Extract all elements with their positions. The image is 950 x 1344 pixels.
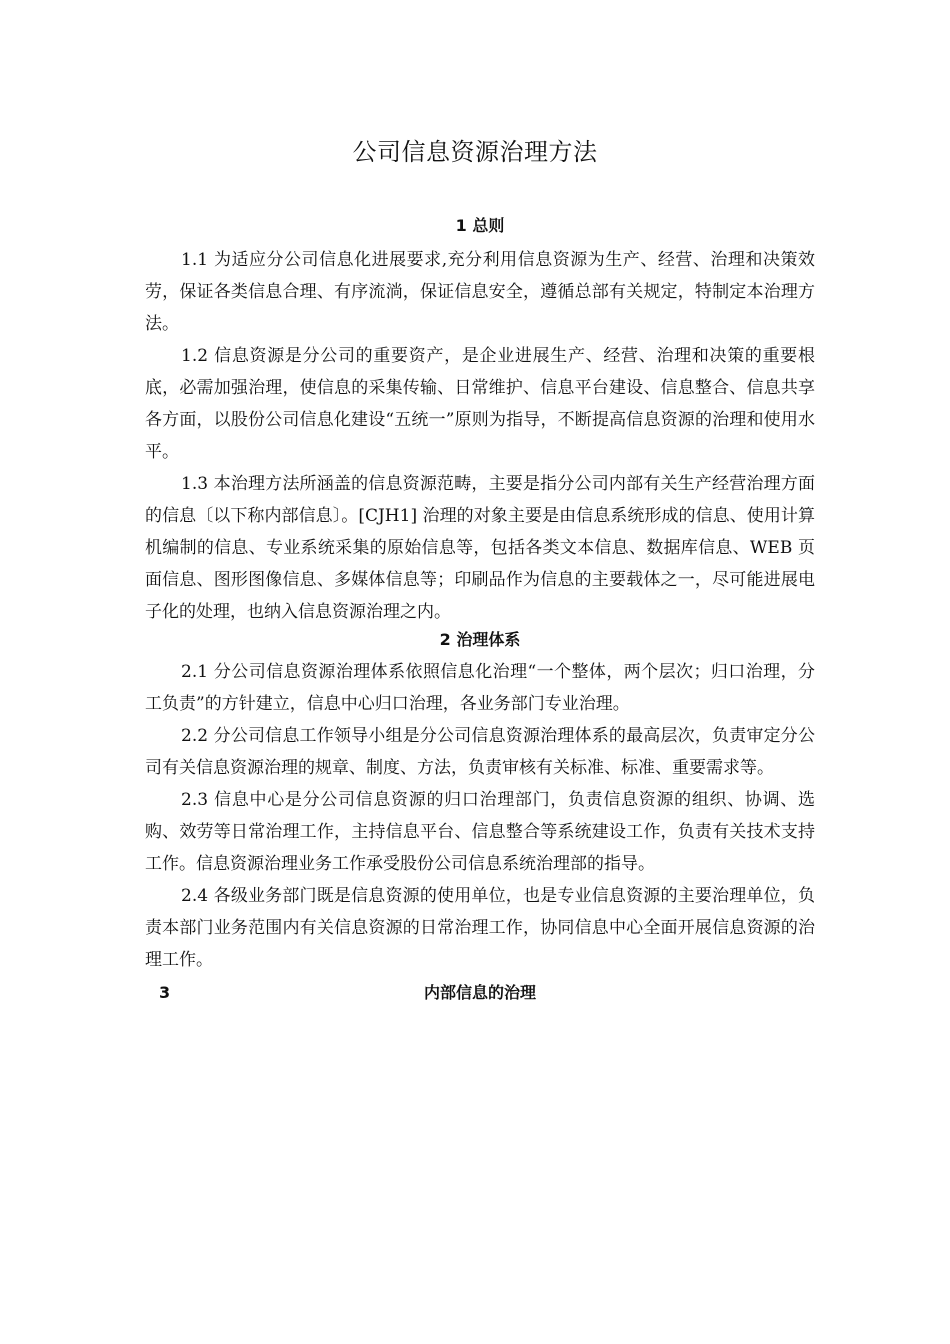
paragraph-1-1: 1.1 为适应分公司信息化进展要求,充分利用信息资源为生产、经营、治理和决策效劳，保证各类信息合理、有序流淌，保证信息安全，遵循总部有关规定，特制定本治理方法。 [145,250,815,334]
section-heading-1: 1 总则 [455,216,505,235]
paragraph-2-3: 2.3 信息中心是分公司信息资源的归口治理部门，负责信息资源的组织、协调、选购、效劳等日常治理工作，主持信息平台、信息整合等系统建设工作，负责有关技术支持工作。信息资源治理业务工作承受股份公司信息系统治理部的指导。 [145,790,815,874]
document-title: 公司信息资源治理方法 [352,138,598,166]
section-heading-3-text: 内部信息的治理 [423,983,536,1002]
document-body [145,212,815,1008]
section-heading-3-number: 3 [159,983,171,1002]
paragraph-1-3: 1.3 本治理方法所涵盖的信息资源范畴，主要是指分公司内部有关生产经营治理方面的信息〔以下称内部信息〕。[CJH1] 治理的对象主要是由信息系统形成的信息、使用计算机编制的信息、专业系统采集的原始信息等，包括各类文本信息、数据库信息、WEB 页面信息、图形图像信息、多媒体信息等；印刷品作为信息的主要载体之一，尽可能进展电子化的处理，也纳入信息资源治理之内。 [145,474,815,622]
paragraph-1-2: 1.2 信息资源是分公司的重要资产，是企业进展生产、经营、治理和决策的重要根底，必需加强治理，使信息的采集传输、日常维护、信息平台建设、信息整合、信息共享各方面，以股份公司信息化建设“五统一”原则为指导，不断提高信息资源的治理和使用水平。 [145,346,815,462]
section-heading-3 [145,978,815,1008]
paragraph-2-1: 2.1 分公司信息资源治理体系依照信息化治理“一个整体，两个层次；归口治理，分工负责”的方针建立，信息中心归口治理，各业务部门专业治理。 [145,662,815,714]
section-heading-2: 2 治理体系 [439,630,521,649]
paragraph-2-2: 2.2 分公司信息工作领导小组是分公司信息资源治理体系的最高层次，负责审定分公司有关信息资源治理的规章、制度、方法，负责审核有关标准、标准、重要需求等。 [145,726,815,778]
paragraph-2-4: 2.4 各级业务部门既是信息资源的使用单位，也是专业信息资源的主要治理单位，负责本部门业务范围内有关信息资源的日常治理工作，协同信息中心全面开展信息资源的治理工作。 [145,886,815,970]
